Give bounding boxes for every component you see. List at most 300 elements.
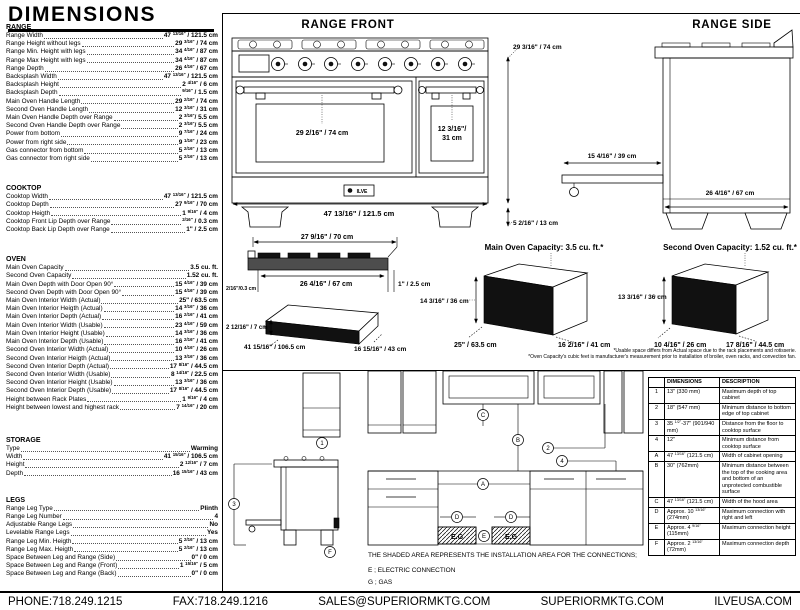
range-front-title: RANGE FRONT	[301, 19, 395, 31]
dot-leader	[121, 128, 177, 129]
range-front-dimensions	[233, 44, 562, 227]
table-cell: 13" (330 mm)	[665, 387, 720, 403]
burner-grates	[238, 40, 484, 49]
connection-area-left	[438, 527, 476, 544]
dot-leader	[102, 319, 174, 320]
spec-value: 34 $^{4/16"}$ / 87 cm	[175, 55, 218, 64]
table-row	[649, 452, 796, 462]
section-heading: COOKTOP	[6, 185, 42, 193]
marker-4: 4	[560, 459, 564, 466]
display-panel	[239, 55, 269, 72]
second-oven-door	[419, 81, 485, 173]
dot-leader	[111, 232, 185, 233]
table-cell: Width of the hood area	[720, 497, 796, 507]
dot-leader	[106, 336, 174, 337]
main-oven-depth-dim: 16 2/16" / 41 cm	[558, 342, 611, 349]
spec-label: Type	[6, 444, 20, 452]
spec-label: Levelable Range Legs	[6, 529, 70, 537]
spec-value: 34 $^{4/16"}$ / 87 cm	[175, 47, 218, 56]
spec-label: Range Height without legs	[6, 40, 81, 48]
range-side-title: RANGE SIDE	[692, 19, 772, 31]
page-title: DIMENSIONS	[8, 3, 214, 32]
gas-note: G ; GAS	[368, 579, 393, 586]
spec-row	[6, 470, 218, 478]
spec-value: 0" / 0 cm	[191, 570, 218, 578]
section-heading: OVEN	[6, 256, 26, 264]
spec-label: Second Oven Interior Width (Actual)	[6, 346, 109, 354]
table-row	[649, 539, 796, 555]
table-row	[649, 507, 796, 523]
table-cell: C	[649, 497, 665, 507]
spec-row	[6, 521, 218, 529]
second-oven-width-dim: 10 4/16" / 26 cm	[654, 342, 707, 349]
table-cell: Maximum connection with right and left	[720, 507, 796, 523]
second-handle-dim-1: 12 3/16"/	[437, 126, 467, 133]
spec-value: 1.52 cu. ft.	[186, 272, 218, 280]
dot-leader	[71, 535, 206, 536]
spec-label: Height between lowest and highest rack	[6, 403, 119, 411]
spec-row	[6, 155, 218, 163]
cooktop-width-dim: 27 9/16" / 70 cm	[300, 234, 354, 241]
table-cell: Minimum distance between the top of the cooking area and bottom of an unprotected combustible surface	[720, 461, 796, 497]
spec-value: 47 $^{13/16"}$ / 121.5 cm	[163, 192, 218, 201]
spec-value: 4	[214, 512, 218, 520]
spec-value: 13 $^{3/16"}$ / 36 cm	[175, 353, 218, 362]
spec-value: 1 $^{9/16"}$ / 4 cm	[182, 208, 218, 217]
install-front-view	[368, 371, 643, 545]
spec-value: 47 $^{13/16"}$ / 121.5 cm	[163, 72, 218, 81]
storage-depth-dim: 16 15/16" / 43 cm	[354, 346, 407, 353]
footnote-usable: *Usable space differs from Actual space due to the rack placements and rotisserie.	[613, 348, 796, 354]
spec-row	[6, 404, 218, 412]
spec-row	[6, 201, 218, 209]
dot-leader	[81, 103, 174, 104]
table-cell: Maximum connection depth	[720, 539, 796, 555]
spec-label: Depth	[6, 469, 24, 477]
footer-email: SALES@SUPERIORMKTG.COM	[318, 596, 491, 608]
spec-value: $^{2/16"}$ / 0.3 cm	[182, 216, 218, 225]
spec-value: 5 $^{2/16"}$ / 13 cm	[178, 154, 218, 163]
spec-label: Main Oven Handle Length	[6, 97, 81, 105]
table-cell: 47 $^{13/16"}$ (121.5 cm)	[665, 497, 720, 507]
footer-site: SUPERIORMKTG.COM	[540, 596, 664, 608]
spec-label: Range Depth	[6, 64, 44, 72]
table-header-cell: DIMENSIONS	[665, 378, 720, 388]
spec-label: Main Oven Interior Width (Actual)	[6, 297, 101, 305]
door-open-dim: 15 4/16" / 39 cm	[587, 153, 637, 160]
dot-leader	[65, 270, 190, 271]
spec-label: Second Oven Interior Heigth (Actual)	[6, 354, 111, 362]
dot-leader	[58, 79, 163, 80]
marker-2: 2	[546, 446, 550, 453]
marker-c: C	[480, 413, 486, 420]
range-front-body	[232, 38, 488, 227]
table-cell: 30" (762mm)	[665, 461, 720, 497]
table-cell: Minimum distance from cooktop surface	[720, 436, 796, 452]
dot-leader	[111, 377, 170, 378]
table-cell: Width of cabinet opening	[720, 452, 796, 462]
spec-row	[6, 513, 218, 521]
main-oven-door	[236, 81, 412, 173]
cooktop-profile-body	[248, 251, 388, 270]
spec-row	[6, 562, 218, 570]
spec-sections	[6, 24, 218, 579]
spec-label: Second Oven Interior Depth (Usable)	[6, 387, 112, 395]
dot-leader	[45, 71, 174, 72]
front-lip-dim: 2/16"/0.3 cm	[226, 286, 257, 292]
dot-leader	[67, 144, 177, 145]
spec-label: Second Oven Handle Length	[6, 105, 89, 113]
spec-value: 2 $^{4/16"}$ / 6 cm	[182, 80, 218, 89]
table-cell: Approx. 2 $^{13/16"}$ (72mm)	[665, 539, 720, 555]
storage-drawer-front	[232, 177, 488, 203]
range-side-body	[562, 30, 793, 229]
range-height-dim: 29 3/16" / 74 cm	[513, 44, 562, 51]
spec-value: 25" / 63.5 cm	[179, 297, 218, 305]
table-cell: E	[649, 523, 665, 539]
dot-leader	[114, 286, 174, 287]
storage-drawer-3d	[266, 305, 378, 344]
spec-section-oven	[6, 256, 218, 412]
dimensions-table	[648, 377, 796, 556]
section-heading: LEGS	[6, 496, 26, 504]
table-cell: 2	[649, 403, 665, 419]
spec-value: 14 $^{3/16"}$ / 36 cm	[175, 304, 218, 313]
spec-value: 5 $^{2/16"}$ / 13 cm	[178, 145, 218, 154]
spec-section-cooktop	[6, 185, 218, 234]
dot-leader	[82, 46, 175, 47]
dot-leader	[63, 519, 214, 520]
dot-leader	[60, 87, 181, 88]
spec-label: Backsplash Depth	[6, 89, 58, 97]
spec-value: 7 $^{14/16"}$ / 20 cm	[176, 402, 218, 411]
open-door-shelf	[562, 175, 663, 197]
spec-value: 2 $^{12/16"}$ / 7 cm	[179, 460, 218, 469]
spec-value: 1" / 2.5 cm	[186, 226, 218, 234]
second-oven-height-dim: 13 3/16" / 36 cm	[618, 294, 667, 301]
table-cell: Approx. 10 $^{13/16"}$ (274mm)	[665, 507, 720, 523]
range-front-drawing	[226, 16, 566, 230]
marker-d-right: D	[508, 515, 514, 522]
spec-value: $^{9/16"}$ / 1.5 cm	[182, 88, 218, 97]
dot-leader	[49, 199, 163, 200]
spec-row	[6, 264, 218, 272]
brand-logo: ILVE	[356, 189, 368, 195]
main-oven-capacity-box	[484, 264, 587, 335]
range-side-legs	[666, 213, 787, 229]
spec-value: 41 $^{15/16"}$ / 106.5 cm	[163, 452, 218, 461]
storage-height-dim: 2 12/16" / 7 cm	[226, 325, 268, 331]
spec-label: Gas connector from bottom	[6, 146, 84, 154]
table-cell: Maximum connection height	[720, 523, 796, 539]
spec-value: 1 $^{15/16"}$ / 5 cm	[179, 561, 218, 570]
eg-label-left: E.G	[450, 534, 464, 541]
spec-label: Main Oven Interior Depth (Usable)	[6, 338, 104, 346]
dot-leader	[104, 344, 174, 345]
spec-row	[6, 387, 218, 395]
table-cell: A	[649, 452, 665, 462]
back-lip-dim: 1" / 2.5 cm	[398, 281, 431, 288]
main-oven-height-dim: 14 3/16" / 36 cm	[420, 298, 469, 305]
dot-leader	[101, 303, 178, 304]
spec-row	[6, 289, 218, 297]
spec-label: Cooktop Back Lip Depth over Range	[6, 226, 110, 234]
section-heading: STORAGE	[6, 436, 41, 444]
marker-b: B	[515, 438, 521, 445]
spec-label: Power from bottom	[6, 130, 60, 138]
spec-label: Range Leg Number	[6, 512, 62, 520]
dot-leader	[51, 215, 181, 216]
marker-d-left: D	[454, 515, 460, 522]
table-cell: Distance from the floor to cooktop surface	[720, 419, 796, 435]
dot-leader	[104, 327, 175, 328]
table-cell: Maximum depth of top cabinet	[720, 387, 796, 403]
table-row	[649, 523, 796, 539]
second-oven-capacity-box	[672, 264, 768, 334]
spec-label: Second Oven Interior Width (Usable)	[6, 370, 111, 378]
spec-value: 17 $^{8/16"}$ / 44.5 cm	[169, 361, 218, 370]
dot-leader	[112, 393, 169, 394]
table-row	[649, 419, 796, 435]
spec-value: 3.5 cu. ft.	[190, 264, 218, 272]
spec-value: 26 $^{4/16"}$ / 67 cm	[175, 63, 218, 72]
second-oven-capacity-title: Second Oven Capacity: 1.52 cu. ft.*	[663, 243, 797, 252]
spec-label: Range Leg Max. Heigth	[6, 545, 74, 553]
installation-diagram	[226, 368, 646, 564]
range-depth-dim: 26 4/16" / 67 cm	[705, 190, 755, 197]
spec-value: Yes	[206, 529, 218, 537]
table-header-cell	[649, 378, 665, 388]
spec-value: 10 $^{4/16"}$ / 26 cm	[175, 345, 218, 354]
spec-label: Second Oven Interior Depth (Actual)	[6, 362, 110, 370]
range-side-drawing	[560, 16, 798, 234]
dot-leader	[24, 475, 172, 476]
main-handle-dim: 29 2/16" / 74 cm	[295, 130, 349, 137]
spec-value: 2 $^{3/16"}$/ 5.5 cm	[178, 121, 218, 130]
spec-label: Range Min. Height with legs	[6, 48, 86, 56]
dot-leader	[61, 136, 178, 137]
dot-leader	[118, 568, 179, 569]
spec-value: 9 $^{1/16"}$ / 23 cm	[178, 137, 218, 146]
spec-label: Space Between Leg and Range (Side)	[6, 553, 116, 561]
table-row	[649, 436, 796, 452]
spec-label: Main Oven Interior Heigth (Actual)	[6, 305, 103, 313]
spec-row	[6, 546, 218, 554]
table-cell: 4	[649, 436, 665, 452]
dot-leader	[25, 467, 178, 468]
spec-value: 8 $^{14/16"}$ / 22.5 cm	[170, 369, 218, 378]
table-cell: Minimum distance to bottom edge of top cabinet	[720, 403, 796, 419]
dot-leader	[116, 560, 190, 561]
spec-label: Main Oven Capacity	[6, 264, 64, 272]
spec-section-storage	[6, 437, 218, 478]
dot-leader	[114, 385, 175, 386]
spec-label: Range Leg Min. Heigth	[6, 537, 72, 545]
spec-section-range	[6, 24, 218, 163]
spec-value: 1 $^{9/16"}$ / 4 cm	[182, 394, 218, 403]
spec-label: Second Oven Capacity	[6, 272, 72, 280]
spec-label: Cooktop Heigth	[6, 209, 51, 217]
eg-label-right: E.G	[504, 534, 518, 541]
spec-section-legs	[6, 497, 218, 579]
table-cell: F	[649, 539, 665, 555]
main-oven-capacity-title: Main Oven Capacity: 3.5 cu. ft.*	[484, 243, 604, 252]
spec-row	[6, 505, 218, 513]
footer-phone: PHONE:718.249.1215	[8, 596, 123, 608]
spec-label: Range Width	[6, 32, 43, 39]
spec-label: Second Oven Depth with Door Open 90°	[6, 288, 122, 296]
dot-leader	[84, 153, 177, 154]
table-cell: Approx. 4 $^{9/16"}$ (115mm)	[665, 523, 720, 539]
spec-label: Cooktop Front Lip Depth over Range	[6, 217, 111, 225]
spec-label: Backsplash Width	[6, 73, 57, 81]
dot-leader	[122, 295, 174, 296]
marker-1: 1	[320, 441, 324, 448]
dot-leader	[72, 543, 177, 544]
connection-area-right	[492, 527, 530, 544]
marker-3: 3	[232, 502, 236, 509]
spec-label: Range Max Height with legs	[6, 56, 86, 64]
storage-width-dim: 41 15/16" / 106.5 cm	[244, 344, 306, 351]
spec-label: Power from right side	[6, 138, 67, 146]
spec-row	[6, 226, 218, 234]
dot-leader	[114, 120, 178, 121]
dot-leader	[50, 207, 175, 208]
spec-value: 14 $^{3/16"}$ / 36 cm	[175, 328, 218, 337]
spec-value: Plinth	[200, 504, 218, 512]
spec-value: 2 $^{3/16"}$/ 5.5 cm	[178, 113, 218, 122]
dot-leader	[59, 95, 182, 96]
table-cell: 35 $^{1/2"}$-37" (901/940 mm)	[665, 419, 720, 435]
install-caption: THE SHADED AREA REPRESENTS THE INSTALLATION AREA FOR THE CONNECTIONS;	[368, 552, 637, 559]
table-cell: 12"	[665, 436, 720, 452]
spec-label: Main Oven Handle Depth over Range	[6, 114, 113, 122]
spec-value: Warming	[190, 444, 218, 452]
spec-label: Adjustable Range Legs	[6, 521, 73, 529]
electric-note: E ; ELECTRIC CONNECTION	[368, 567, 456, 574]
spec-label: Main Oven Interior Depth (Actual)	[6, 313, 102, 321]
section-heading: RANGE	[6, 24, 32, 31]
table-row	[649, 387, 796, 403]
spec-label: Second Oven Interior Height (Usable)	[6, 379, 113, 387]
dot-leader	[72, 278, 185, 279]
spec-label: Second Oven Handle Depth over Range	[6, 122, 121, 130]
spec-value: 15 $^{4/16"}$ / 39 cm	[175, 287, 218, 296]
control-knobs	[272, 58, 476, 71]
table-row	[649, 497, 796, 507]
marker-a: A	[480, 482, 486, 489]
table-header-row	[649, 378, 796, 388]
spec-label: Gas connector from right side	[6, 155, 90, 163]
spec-label: Main Oven Depth with Door Open 90°	[6, 280, 114, 288]
spec-row	[6, 445, 218, 453]
spec-value: 16 $^{2/16"}$ / 41 cm	[175, 312, 218, 321]
second-oven-depth-dim: 17 8/16" / 44.5 cm	[726, 342, 785, 349]
spec-value: 29 $^{2/16"}$ / 74 cm	[175, 96, 218, 105]
spec-label: Space Between Leg and Range (Back)	[6, 570, 117, 578]
table-cell: 1	[649, 387, 665, 403]
marker-f: F	[328, 550, 332, 557]
main-oven-width-dim: 25" / 63.5 cm	[454, 342, 497, 349]
spec-row	[6, 73, 218, 81]
table-cell: 3	[649, 419, 665, 435]
vertical-divider	[222, 13, 223, 591]
dot-leader	[111, 224, 181, 225]
spec-row	[6, 570, 218, 578]
table-cell: D	[649, 507, 665, 523]
spec-label: Main Oven Interior Height (Usable)	[6, 329, 105, 337]
spec-value: 15 $^{4/16"}$ / 39 cm	[175, 279, 218, 288]
footer-bar	[0, 591, 800, 608]
dot-leader	[54, 510, 199, 511]
dot-leader	[87, 54, 175, 55]
spec-value: 23 $^{4/16"}$ / 59 cm	[175, 320, 218, 329]
dot-leader	[87, 401, 181, 402]
cooktop-inner-dim: 26 4/16" / 67 cm	[299, 281, 353, 288]
table-row	[649, 461, 796, 497]
spec-value: 16 $^{15/16"}$ / 43 cm	[172, 468, 218, 477]
spec-label: Height between Rack Plates	[6, 395, 87, 403]
spec-value: 16 $^{2/16"}$ / 41 cm	[175, 337, 218, 346]
spec-row	[6, 218, 218, 226]
spec-label: Main Oven Interior Width (Usable)	[6, 321, 103, 329]
footer-fax: FAX:718.249.1216	[172, 596, 269, 608]
spec-value: 13 $^{3/16"}$ / 36 cm	[175, 378, 218, 387]
spec-value: 0" / 0 cm	[191, 553, 218, 561]
dot-leader	[110, 368, 169, 369]
dot-leader	[118, 576, 191, 577]
top-rule	[222, 13, 800, 14]
spec-label: Backsplash Height	[6, 81, 59, 89]
footer-brand: ILVEUSA.COM	[714, 596, 792, 608]
install-side-view	[229, 373, 341, 558]
dot-leader	[44, 38, 163, 39]
dot-leader	[87, 62, 175, 63]
dot-leader	[120, 409, 175, 410]
dot-leader	[91, 161, 178, 162]
spec-value: 29 $^{3/16"}$ / 74 cm	[175, 39, 218, 48]
table-cell: 18" (547 mm)	[665, 403, 720, 419]
dot-leader	[111, 360, 174, 361]
dimensions-table-wrap	[648, 377, 796, 556]
spec-value: 5 $^{2/16"}$ / 13 cm	[178, 536, 218, 545]
dot-leader	[73, 527, 208, 528]
footnote-capacity: *Oven Capacity's cubic feet is manufacturer's measurement prior to installation of broiler, oven racks, and convection fan.	[528, 353, 796, 360]
spec-value: 27 $^{9/16"}$ / 70 cm	[175, 200, 218, 209]
spec-value: 9 $^{7/16"}$ / 24 cm	[178, 129, 218, 138]
spec-value: No	[209, 521, 218, 529]
spec-label: Range Leg Type	[6, 504, 53, 512]
dot-leader	[89, 112, 174, 113]
table-row	[649, 403, 796, 419]
spec-value: 12 $^{3/16"}$ / 31 cm	[175, 104, 218, 113]
spec-value: 5 $^{2/16"}$ / 13 cm	[178, 544, 218, 553]
spec-value: 17 $^{8/16"}$ / 44.5 cm	[169, 386, 218, 395]
marker-e: E	[481, 534, 487, 541]
dot-leader	[104, 311, 175, 312]
second-handle-dim-2: 31 cm	[442, 135, 462, 142]
leg-height-dim: 5 2/16" / 13 cm	[513, 220, 559, 227]
dot-leader	[74, 551, 178, 552]
spec-row	[6, 65, 218, 73]
spec-value: 47 $^{13/16"}$ / 121.5 cm	[163, 31, 218, 39]
spec-label: Space Between Leg and Range (Front)	[6, 562, 118, 570]
table-header-cell: DESCRIPTION	[720, 378, 796, 388]
range-width-dim: 47 13/16" / 121.5 cm	[323, 209, 395, 218]
spec-label: Cooktop Depth	[6, 201, 49, 209]
table-cell: B	[649, 461, 665, 497]
capacity-footnotes	[466, 349, 796, 361]
